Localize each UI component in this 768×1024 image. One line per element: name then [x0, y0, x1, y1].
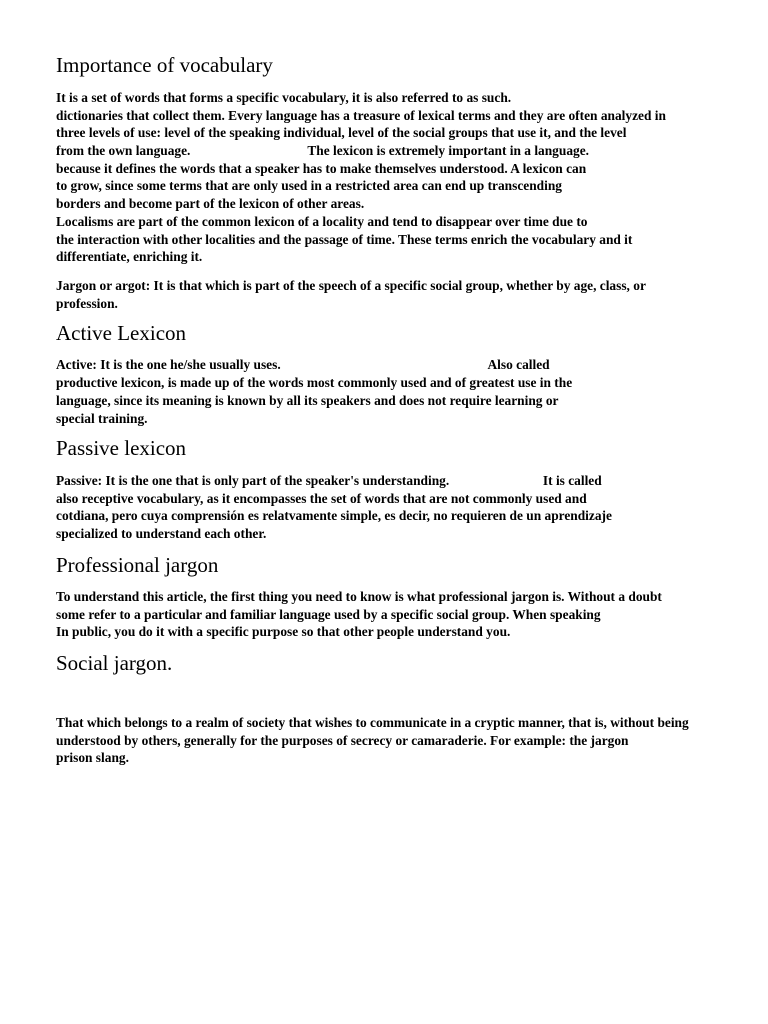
text-line: prison slang.: [56, 750, 129, 766]
text-line: three levels of use: level of the speaking individual, level of the social groups that use it, and the level: [56, 125, 627, 141]
section-heading-importance-of-vocabulary: Importance of vocabulary: [56, 53, 273, 77]
text-line: because it defines the words that a speaker has to make themselves understood. A lexicon can: [56, 160, 587, 176]
text-line: dictionaries that collect them. Every language has a treasure of lexical terms and they are often analyzed in: [56, 107, 666, 123]
text-line: to grow, since some terms that are only used in a restricted area can end up transcending: [56, 178, 562, 194]
paragraph-social-jargon: [56, 714, 756, 767]
paragraph-passive-lexicon: [56, 472, 756, 543]
text-line: differentiate, enriching it.: [56, 249, 203, 265]
text-line: To understand this article, the first thing you need to know is what professional jargon is. Without a doubt: [56, 589, 662, 604]
section-heading-active-lexicon: Active Lexicon: [56, 321, 187, 345]
text-line: some refer to a particular and familiar language used by a specific social group. When speaking: [56, 606, 601, 622]
text-line: Passive: It is the one that is only part of the speaker's understanding. It is called: [56, 473, 602, 488]
section-heading-social-jargon: Social jargon.: [56, 651, 173, 675]
text-line: special training.: [56, 411, 148, 426]
paragraph-importance-of-vocabulary: [56, 89, 756, 266]
text-line: That which belongs to a realm of society that wishes to communicate in a cryptic manner, that is, without being: [56, 715, 689, 730]
section-heading-professional-jargon: Professional jargon: [56, 553, 219, 577]
text-line: language, since its meaning is known by all its speakers and does not require learning or: [56, 393, 559, 408]
text-line: productive lexicon, is made up of the words most commonly used and of greatest use in the: [56, 375, 573, 390]
text-line: the interaction with other localities and the passage of time. These terms enrich the vocabulary and it: [56, 231, 633, 247]
text-line: In public, you do it with a specific purpose so that other people understand you.: [56, 624, 511, 640]
paragraph-professional-jargon: [56, 588, 756, 641]
text-line: understood by others, generally for the purposes of secrecy or camaraderie. For example: the jargon: [56, 732, 629, 748]
text-line: It is a set of words that forms a specific vocabulary, it is also referred to as such.: [56, 90, 512, 105]
text-line: from the own language. The lexicon is extremely important in a language.: [56, 143, 590, 159]
text-line: Jargon or argot: It is that which is part of the speech of a specific social group, whether by age, class, or: [56, 278, 646, 293]
section-heading-passive-lexicon: Passive lexicon: [56, 436, 187, 460]
text-line: Active: It is the one he/she usually uses. Also called: [56, 357, 550, 372]
text-line: Localisms are part of the common lexicon of a locality and tend to disappear over time due to: [56, 213, 588, 229]
text-line: profession.: [56, 295, 118, 311]
text-line: specialized to understand each other.: [56, 526, 267, 542]
paragraph-active-lexicon: [56, 356, 756, 428]
paragraph-jargon-or-argot: [56, 277, 756, 312]
text-line: cotdiana, pero cuya comprensión es relatvamente simple, es decir, no requieren de un aprendizaje: [56, 508, 612, 524]
text-line: also receptive vocabulary, as it encompasses the set of words that are not commonly used and: [56, 490, 587, 506]
text-line: borders and become part of the lexicon of other areas.: [56, 196, 365, 212]
